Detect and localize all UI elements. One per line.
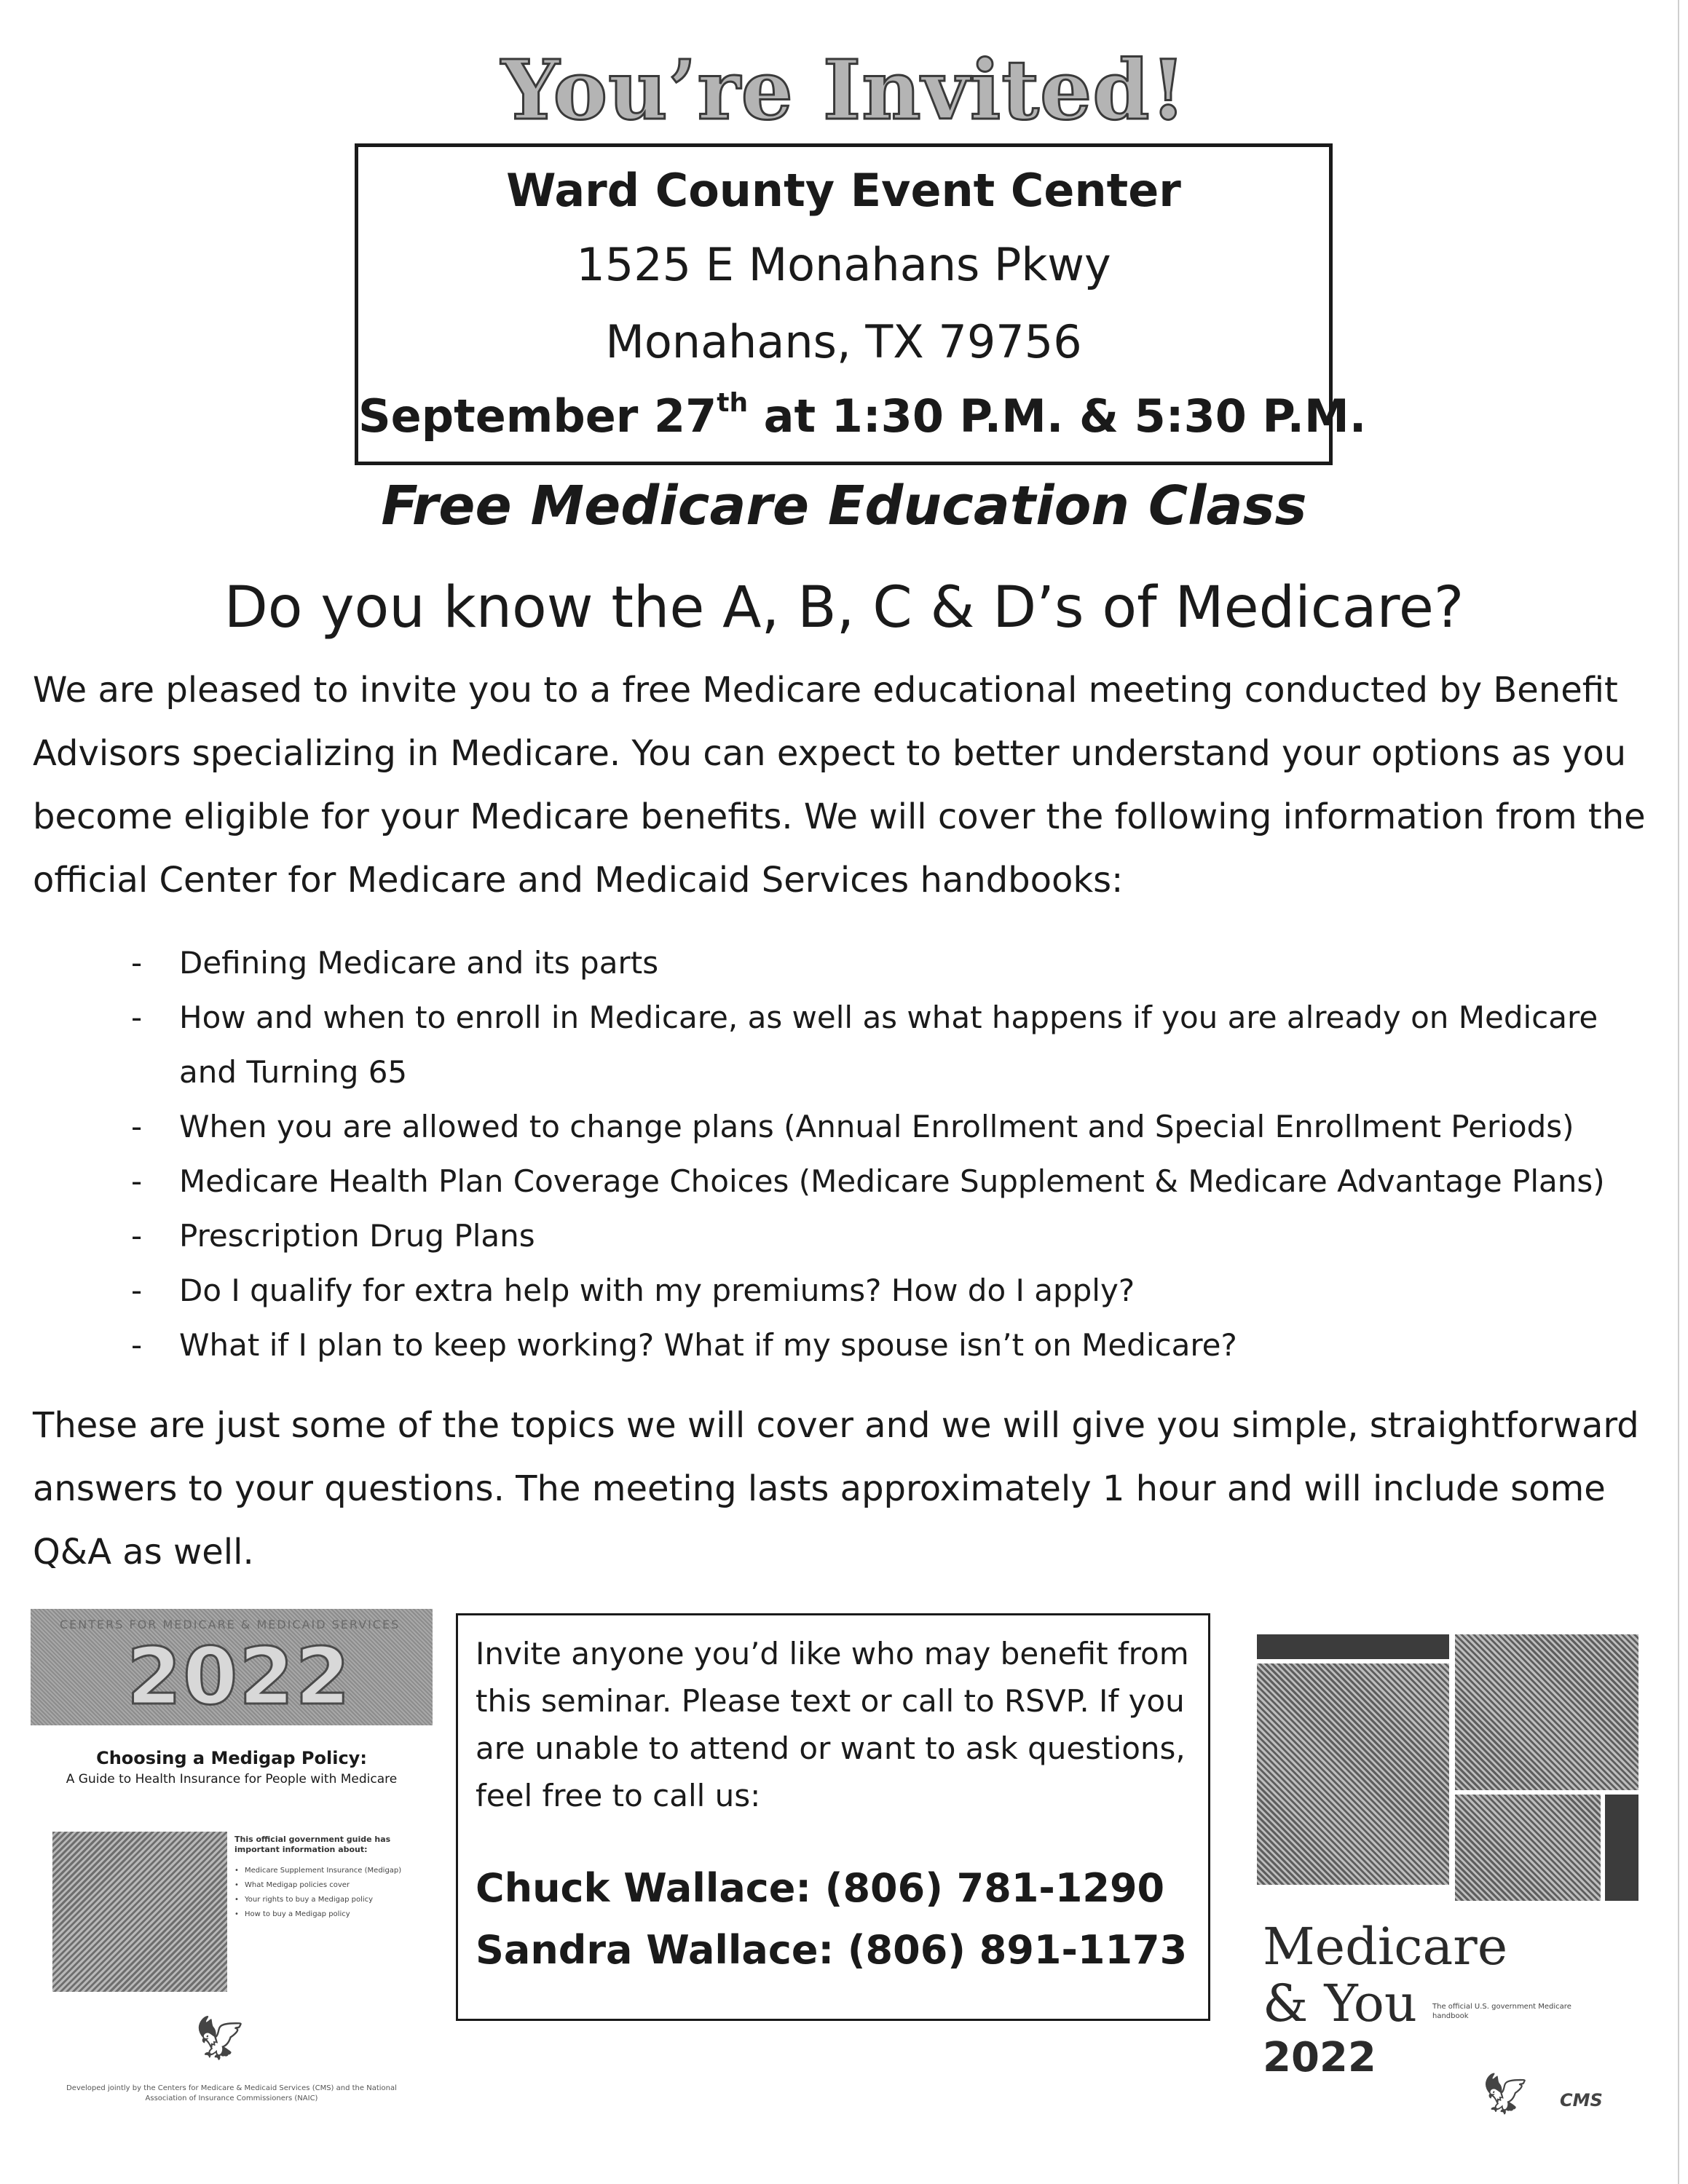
hhs-eagle-icon: 🦅︎	[192, 2013, 248, 2064]
class-title: Free Medicare Education Class	[381, 475, 1307, 537]
venue-name: Ward County Event Center	[506, 164, 1181, 217]
brochure-info-list	[234, 1864, 424, 1922]
topic-dash: -	[131, 1327, 143, 1363]
brochure-info-item: • Medicare Supplement Insurance (Medigap)	[234, 1864, 424, 1878]
topic-dash: -	[131, 945, 143, 981]
topic-item	[0, 1154, 1650, 1208]
topic-item	[0, 935, 1650, 990]
brochure-info-item: • Your rights to buy a Medigap policy	[234, 1893, 424, 1907]
brochure-info-item: • What Medigap policies cover	[234, 1878, 424, 1893]
topic-item	[0, 990, 1650, 1099]
hhs-eagle-icon: 🦅︎	[1480, 2070, 1532, 2118]
brochure-info-title: This official government guide has important information about:	[234, 1835, 391, 1854]
brochure-photo-family	[1455, 1634, 1638, 1790]
topic-text: What if I plan to keep working? What if my spouse isn’t on Medicare?	[179, 1327, 1237, 1363]
topic-text: Do I qualify for extra help with my premiums? How do I apply?	[179, 1273, 1135, 1308]
intro-paragraph: We are pleased to invite you to a free Medicare educational meeting conducted by Benefit Advisors specializing in Medicare. You can expect to better understand your options as you become eligible for your Medicare benefits. We will cover the following information from the official Center for Medicare and Medicaid Services handbooks:	[33, 670, 1646, 901]
question-heading: Do you know the A, B, C & D’s of Medicare?	[224, 575, 1464, 641]
topic-text: Defining Medicare and its parts	[179, 945, 659, 981]
topic-dash: -	[131, 1273, 143, 1308]
brochure-title-line2: & You	[1263, 1974, 1417, 2033]
topics-list	[0, 935, 1688, 1372]
contact-chuck-wallace: Chuck Wallace: (806) 781-1290	[476, 1865, 1165, 1911]
topic-dash: -	[131, 1163, 143, 1199]
topic-item	[0, 1099, 1650, 1154]
topic-dash: -	[131, 1109, 143, 1144]
brochure-year: 2022	[127, 1631, 352, 1722]
medigap-brochure-image	[31, 1609, 433, 2133]
brochure-info-item: • How to buy a Medigap policy	[234, 1907, 424, 1922]
rsvp-box	[456, 1613, 1210, 2021]
brochure-photo-woman	[1455, 1795, 1601, 1901]
topic-text: How and when to enroll in Medicare, as well as what happens if you are already on Medicare and Turning 65	[179, 1000, 1598, 1090]
topic-item	[0, 1318, 1650, 1372]
brochure-title: Choosing a Medigap Policy:	[96, 1748, 367, 1768]
brochure-photo	[52, 1832, 227, 1992]
contact-sandra-wallace: Sandra Wallace: (806) 891-1173	[476, 1927, 1188, 1973]
brochure-dark-band	[1257, 1634, 1449, 1659]
brochure-title-line1: Medicare	[1263, 1917, 1508, 1977]
event-date-suffix: th	[717, 388, 749, 419]
brochure-header-text: CENTERS FOR MEDICARE & MEDICAID SERVICES	[60, 1618, 401, 1631]
venue-address-line2: Monahans, TX 79756	[605, 315, 1082, 368]
topic-dash: -	[131, 1218, 143, 1254]
outro-paragraph: These are just some of the topics we will cover and we will give you simple, straightforward answers to your questions. The meeting lasts approximately 1 hour and will include some Q&A as well.	[33, 1405, 1639, 1572]
brochure-year: 2022	[1263, 2034, 1376, 2081]
brochure-dark-block	[1605, 1795, 1638, 1901]
rsvp-text: Invite anyone you’d like who may benefit from this seminar. Please text or call to RSVP. If you are unable to attend or want to ask questions, feel free to call us:	[476, 1636, 1189, 1813]
topic-dash: -	[131, 1000, 143, 1035]
brochure-photo-couple	[1257, 1663, 1449, 1885]
event-date	[358, 387, 1367, 446]
topic-item	[0, 1263, 1650, 1318]
page-title: You’re Invited!	[501, 43, 1187, 138]
brochure-handbook-text: The official U.S. government Medicare handbook	[1432, 2003, 1571, 2020]
topic-text: When you are allowed to change plans (Annual Enrollment and Special Enrollment Periods)	[179, 1109, 1574, 1144]
topic-text: Medicare Health Plan Coverage Choices (Medicare Supplement & Medicare Advantage Plans)	[179, 1163, 1605, 1199]
topic-item	[0, 1208, 1650, 1263]
cms-logo: CMS	[1560, 2090, 1603, 2110]
event-date-month: September 27	[358, 389, 717, 443]
medicare-and-you-brochure-image	[1254, 1634, 1638, 2144]
brochure-subtitle: A Guide to Health Insurance for People with Medicare	[66, 1772, 398, 1787]
venue-box	[355, 143, 1367, 465]
brochure-footer: Developed jointly by the Centers for Medicare & Medicaid Services (CMS) and the National Association of Insurance Commissioners (NAIC)	[66, 2084, 397, 2102]
topic-text: Prescription Drug Plans	[179, 1218, 535, 1254]
event-date-times: at 1:30 P.M. & 5:30 P.M.	[748, 389, 1367, 443]
venue-address-line1: 1525 E Monahans Pkwy	[576, 238, 1111, 291]
